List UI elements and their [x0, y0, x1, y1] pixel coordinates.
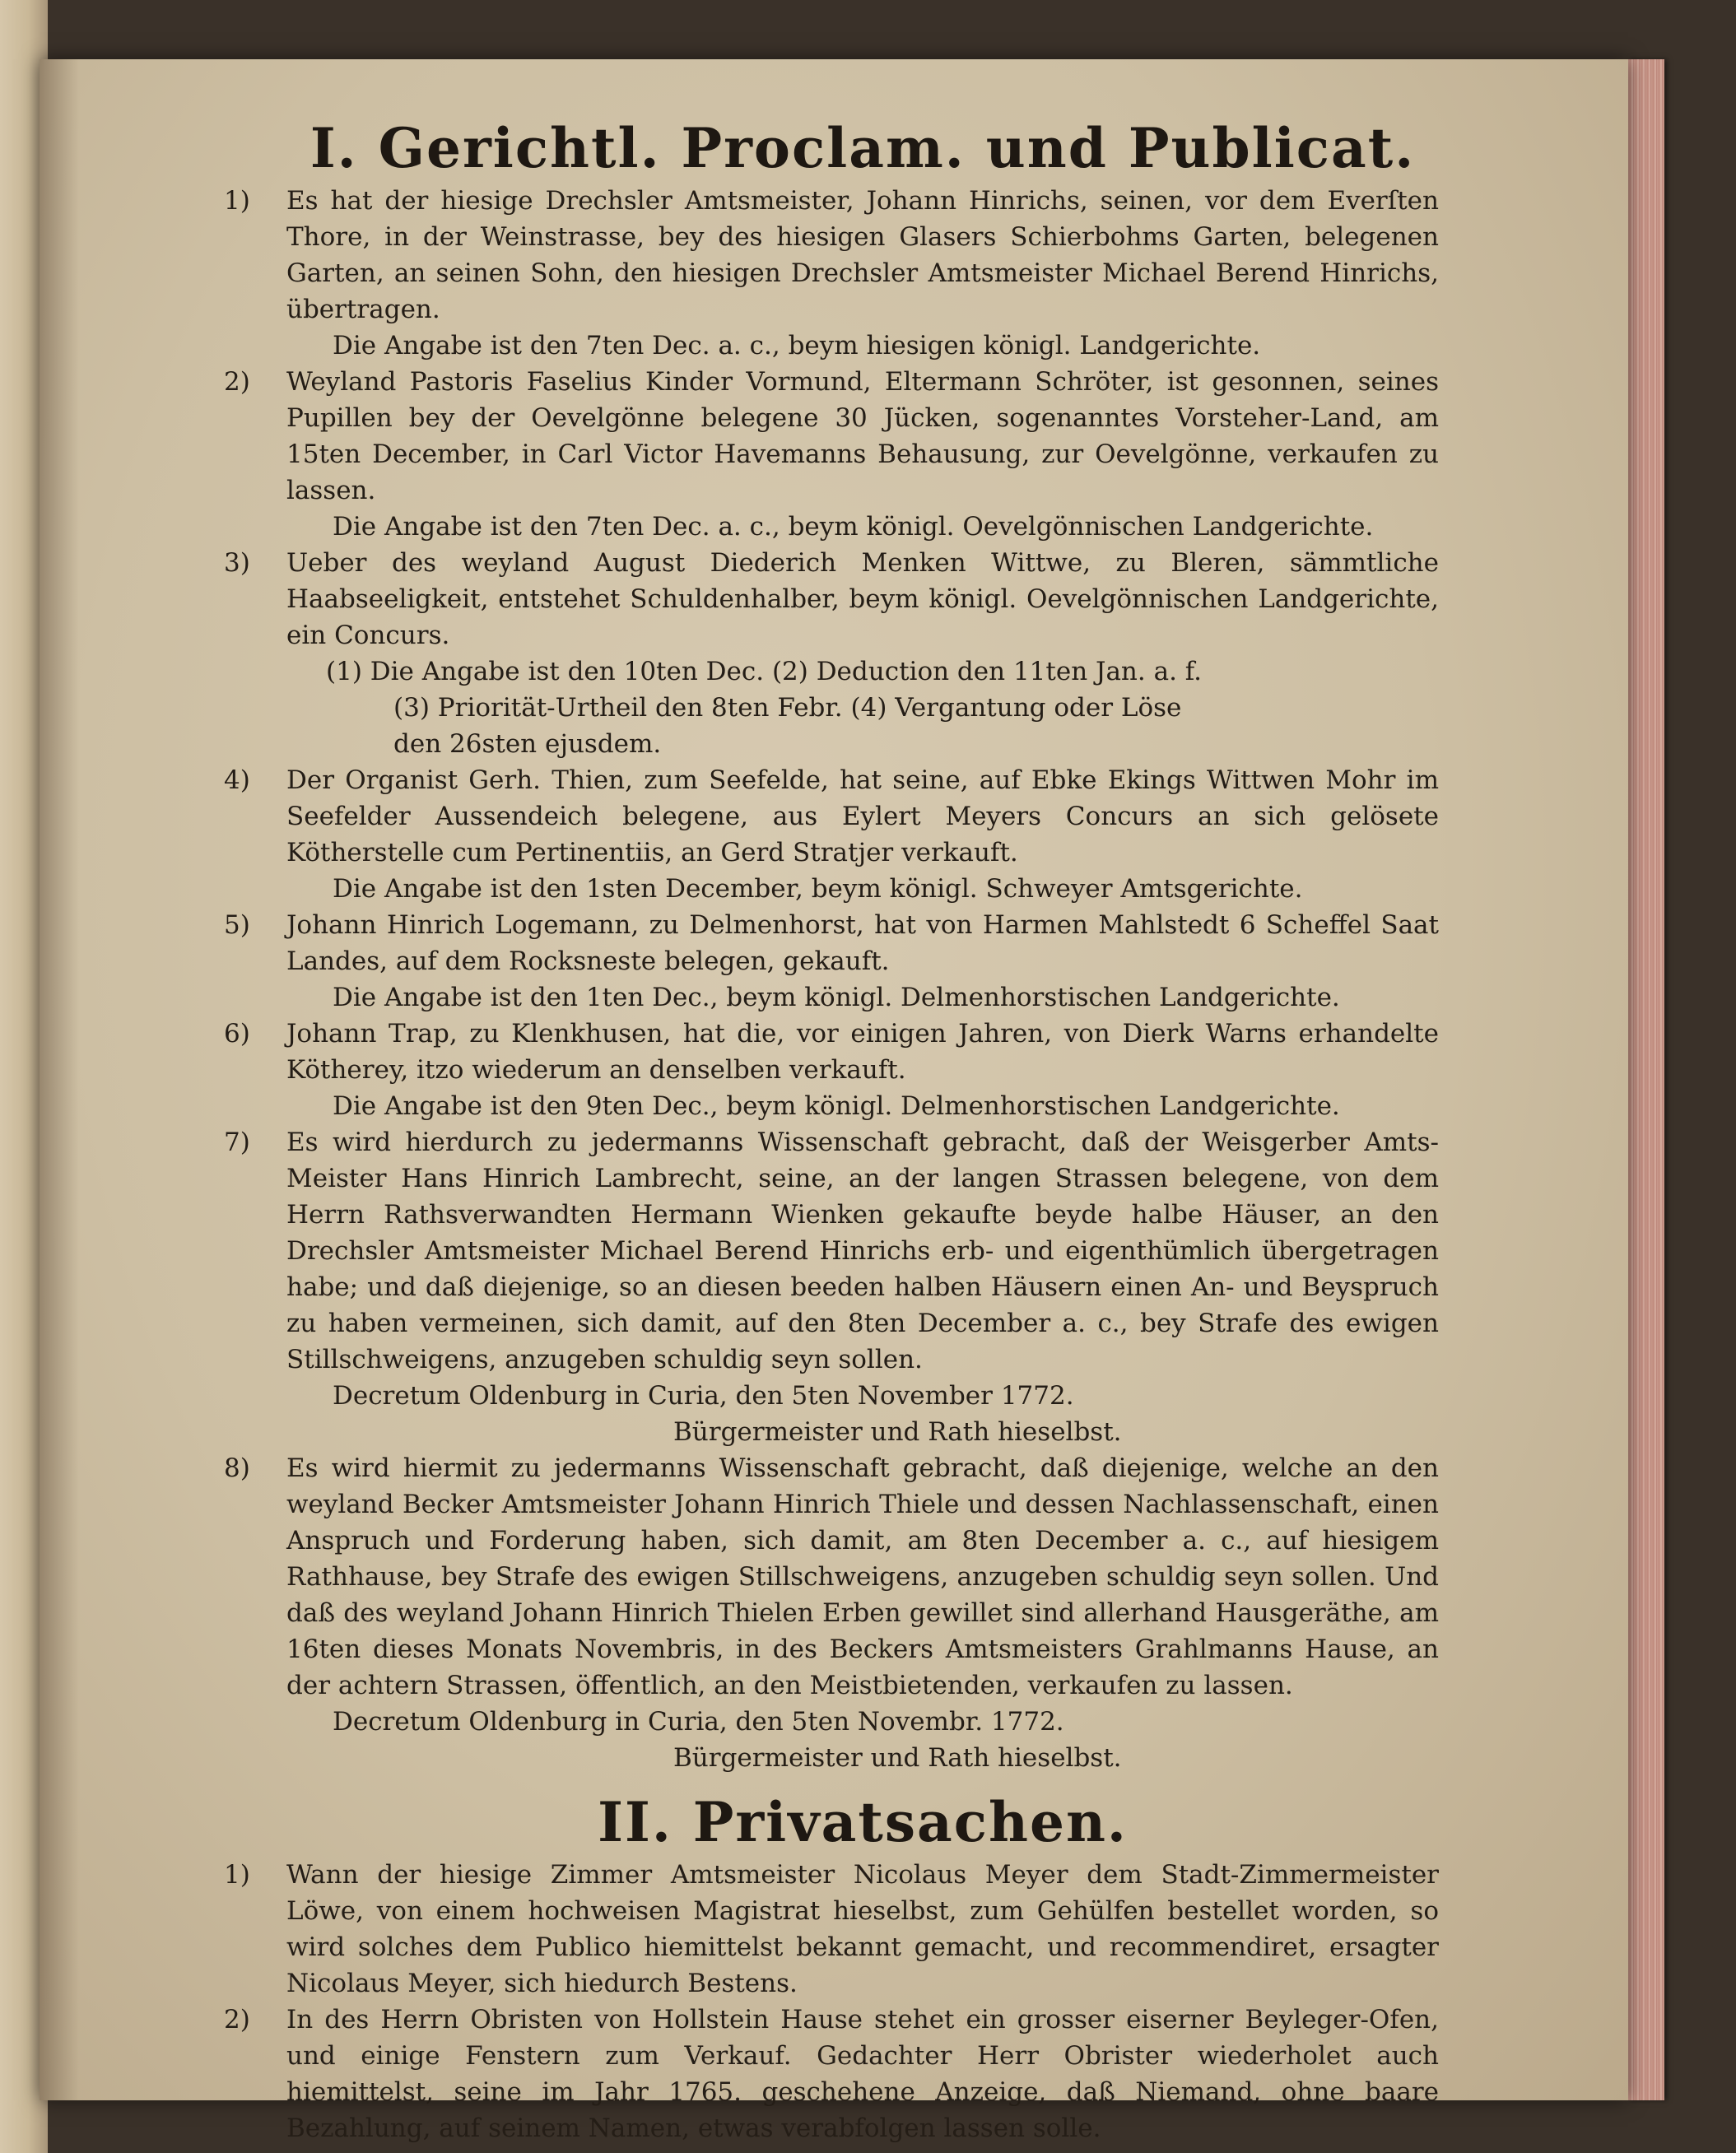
- entry-number: 8): [224, 1453, 250, 1483]
- entry-sub-line: (1) Die Angabe ist den 10ten Dec. (2) Deduction den 11ten Jan. a. f.: [326, 657, 1203, 686]
- entry-1-2: [224, 364, 1439, 545]
- entry-note: Die Angabe ist den 7ten Dec. a. c., beym hiesigen königl. Landgerichte.: [333, 331, 1261, 360]
- entry-1-1: [224, 183, 1439, 364]
- page-content: [224, 114, 1439, 2146]
- entry-2-2: [224, 2002, 1439, 2146]
- entry-text: Es hat der hiesige Drechsler Amtsmeister, Johann Hinrichs, seinen, vor dem Everſten Thore, in der Weinstrasse, bey des hiesigen Glasers Schierbohms Garten, belegenen Garten, an seinen Sohn, den hiesigen Drechsler Amtsmeister Michael Berend Hinrichs, übertragen.: [286, 186, 1439, 324]
- entry-1-8: [224, 1450, 1439, 1776]
- page-edges: [1628, 59, 1664, 2100]
- entry-text: Der Organist Gerh. Thien, zum Seefelde, hat seine, auf Ebke Ekings Wittwen Mohr im Seefelder Aussendeich belegene, aus Eylert Meyers Concurs an sich gelösete Kötherstelle cum Pertinentiis, an Gerd Stratjer verkauft.: [286, 765, 1439, 867]
- entry-sub-line: (3) Priorität-Urtheil den 8ten Febr. (4) Vergantung oder Löse: [393, 693, 1182, 723]
- page: [40, 59, 1628, 2143]
- entry-text: Ueber des weyland August Diederich Menken Wittwe, zu Bleren, sämmtliche Haabseeligkeit, entstehet Schuldenhalber, beym königl. Oevelgönnischen Landgerichte, ein Concurs.: [286, 548, 1439, 650]
- entry-number: 7): [224, 1128, 250, 1157]
- entry-note: Die Angabe ist den 9ten Dec., beym königl. Delmenhorstischen Landgerichte.: [333, 1091, 1340, 1121]
- entry-text: Wann der hiesige Zimmer Amtsmeister Nicolaus Meyer dem Stadt-Zimmermeister Löwe, von einem hochweisen Magistrat hieselbst, zum Gehülfen bestellet worden, so wird solches dem Publico hiemittelst bekannt gemacht, und recommendiret, ersagter Nicolaus Meyer, sich hiedurch Bestens.: [286, 1860, 1439, 1998]
- entry-note: Die Angabe ist den 1sten December, beym königl. Schweyer Amtsgerichte.: [333, 874, 1303, 904]
- entry-2-1: [224, 1857, 1439, 2002]
- section-heading-1: I. Gerichtl. Proclam. und Publicat.: [310, 116, 1416, 180]
- entry-number: 3): [224, 548, 250, 578]
- entry-number: 4): [224, 765, 250, 795]
- entry-decree: Decretum Oldenburg in Curia, den 5ten November 1772.: [333, 1381, 1074, 1411]
- entry-signature: Bürgermeister und Rath hieselbst.: [673, 1417, 1122, 1447]
- entry-note: Die Angabe ist den 7ten Dec. a. c., beym königl. Oevelgönnischen Landgerichte.: [333, 512, 1374, 542]
- entry-number: 1): [224, 1860, 250, 1890]
- entry-decree: Decretum Oldenburg in Curia, den 5ten Novembr. 1772.: [333, 1707, 1064, 1737]
- entry-text: Johann Hinrich Logemann, zu Delmenhorst, hat von Harmen Mahlstedt 6 Scheffel Saat Landes, auf dem Rocksneste belegen, gekauft.: [286, 910, 1439, 976]
- entry-number: 5): [224, 910, 250, 940]
- entry-text: Es wird hierdurch zu jedermanns Wissenschaft gebracht, daß der Weisgerber Amts-Meister Hans Hinrich Lambrecht, seine, an der langen Strassen belegene, von dem Herrn Rathsverwandten Hermann Wienken gekaufte beyde halbe Häuser, an den Drechsler Amtsmeister Michael Berend Hinrichs erb- und eigenthümlich übergetragen habe; und daß diejenige, so an diesen beeden halben Häusern einen An- und Beyspruch zu haben vermeinen, sich damit, auf den 8ten December a. c., bey Strafe des ewigen Stillschweigens, anzugeben schuldig seyn sollen.: [286, 1128, 1439, 1374]
- entry-1-6: [224, 1016, 1439, 1124]
- gutter-shadow: [40, 59, 79, 2100]
- entry-signature: Bürgermeister und Rath hieselbst.: [673, 1743, 1122, 1773]
- entry-number: 2): [224, 367, 250, 397]
- section-heading-2: II. Privatsachen.: [598, 1790, 1128, 1854]
- entry-text: Weyland Pastoris Faselius Kinder Vormund, Eltermann Schröter, ist gesonnen, seines Pupillen bey der Oevelgönne belegene 30 Jücken, sogenanntes Vorsteher-Land, am 15ten December, in Carl Victor Havemanns Behausung, zur Oevelgönne, verkaufen zu lassen.: [286, 367, 1439, 505]
- entry-number: 1): [224, 186, 250, 216]
- entry-text: Johann Trap, zu Klenkhusen, hat die, vor einigen Jahren, von Dierk Warns erhandelte Kötherey, itzo wiederum an denselben verkauft.: [286, 1019, 1439, 1085]
- entry-sub-line: den 26sten ejusdem.: [393, 729, 662, 759]
- entry-text: Es wird hiermit zu jedermanns Wissenschaft gebracht, daß diejenige, welche an den weyland Becker Amtsmeister Johann Hinrich Thiele und dessen Nachlassenschaft, einen Anspruch und Forderung haben, sich damit, am 8ten December a. c., auf hiesigem Rathhause, bey Strafe des ewigen Stillschweigens, anzugeben schuldig seyn sollen. Und daß des weyland Johann Hinrich Thielen Erben gewillet sind allerhand Hausgeräthe, am 16ten dieses Monats Novembris, in des Beckers Amtsmeisters Grahlmanns Hause, an der achtern Strassen, öffentlich, an den Meistbietenden, verkaufen zu lassen.: [286, 1453, 1439, 1700]
- entry-text: In des Herrn Obristen von Hollstein Hause stehet ein grosser eiserner Beyleger-Ofen, und einige Fenstern zum Verkauf. Gedachter Herr Obrister wiederholet auch hiemittelst, seine im Jahr 1765. geschehene Anzeige, daß Niemand, ohne baare Bezahlung, auf seinem Namen, etwas verabfolgen lassen solle.: [286, 2005, 1439, 2143]
- entry-1-3: [224, 545, 1439, 762]
- entry-note: Die Angabe ist den 1ten Dec., beym königl. Delmenhorstischen Landgerichte.: [333, 983, 1340, 1012]
- entry-1-7: [224, 1124, 1439, 1450]
- entry-number: 6): [224, 1019, 250, 1049]
- entry-1-4: [224, 762, 1439, 907]
- entry-1-5: [224, 907, 1439, 1016]
- entry-number: 2): [224, 2005, 250, 2034]
